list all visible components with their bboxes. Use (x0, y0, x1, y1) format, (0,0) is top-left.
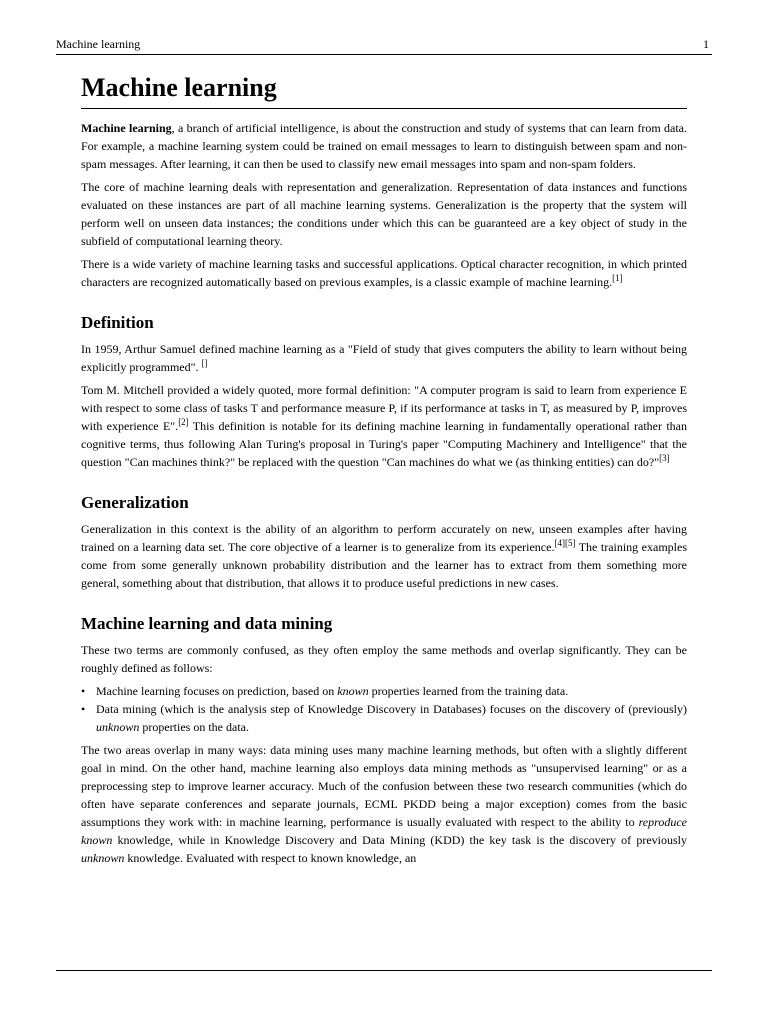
citation-link[interactable]: [] (201, 358, 208, 368)
page-number: 1 (703, 37, 709, 51)
definition-paragraph-1: In 1959, Arthur Samuel defined machine learning as a "Field of study that gives computers the ability to learn without being explicitly programmed". [] (81, 342, 687, 374)
intro-paragraph-1: Machine learning, a branch of artificial intelligence, is about the construction and study of systems that can learn from data. For example, a machine learning system could be trained on email messages to learn to distinguish between spam and non-spam messages. After learning, it can then be used to classify new email messages into spam and non-spam folders. (81, 121, 687, 171)
citation-link[interactable]: [2] (178, 417, 189, 427)
section-heading-definition: Definition (81, 313, 154, 332)
intro-paragraph-3: There is a wide variety of machine learning tasks and successful applications. Optical character recognition, in which printed characters are recognized automatically based on previous examples, is a classic example of machine learning.[1] (81, 257, 687, 289)
intro-term: Machine learning (81, 121, 172, 135)
definition-list (81, 682, 687, 736)
section-heading-generalization: Generalization (81, 493, 189, 512)
citation-link[interactable]: [4][5] (554, 538, 576, 548)
citation-link[interactable]: [3] (659, 453, 670, 463)
generalization-paragraph: Generalization in this context is the ability of an algorithm to perform accurately on new, unseen examples after having trained on a learning data set. The core objective of a learner is to generalize from its experience.[4][5] The training examples come from some generally unknown probability distribution and the learner has to extract from them something more general, something about that distribution, that allows it to produce useful predictions in new cases. (81, 522, 687, 590)
article-body (81, 70, 687, 872)
intro-paragraph-2: The core of machine learning deals with representation and generalization. Representation of data instances and functions evaluated on these instances are part of all machine learning systems. Generalization is the property that the system will perform well on unseen data instances; the conditions under which this can be guaranteed are a key object of study in the subfield of computational learning theory. (81, 180, 687, 248)
list-item: • Machine learning focuses on prediction, based on known properties learned from the training data. (81, 684, 569, 698)
citation-link[interactable]: [1] (612, 273, 623, 283)
bullet-icon: • (81, 684, 86, 698)
bullet-icon: • (81, 702, 86, 716)
ml-dm-intro-paragraph: These two terms are commonly confused, as they often employ the same methods and overlap significantly. They can be roughly defined as follows: (81, 643, 687, 675)
page-footer-rule (56, 970, 712, 971)
article-title: Machine learning (81, 70, 687, 109)
running-header-title: Machine learning (56, 37, 141, 51)
list-item: • Data mining (which is the analysis step of Knowledge Discovery in Databases) focuses on the discovery of (previously) unknown properties on the data. (81, 702, 687, 734)
definition-paragraph-2: Tom M. Mitchell provided a widely quoted, more formal definition: "A computer program is said to learn from experience E with respect to some class of tasks T and performance measure P, if its performance at tasks in T, as measured by P, improves with experience E".[2] This definition is notable for its defining machine learning in fundamentally operational rather than cognitive terms, thus following Alan Turing's proposal in Turing's paper "Computing Machinery and Intelligence" that the question "Can machines think?" be replaced with the question "Can machines do what we (as thinking entities) can do?"[3] (81, 383, 687, 469)
ml-dm-paragraph: The two areas overlap in many ways: data mining uses many machine learning methods, but often with a slightly different goal in mind. On the other hand, machine learning also employs data mining methods as "unsupervised learning" or as a preprocessing step to improve learner accuracy. Much of the confusion between these two research communities (which do often have separate conferences and separate journals, ECML PKDD being a major exception) comes from the basic assumptions they work with: in machine learning, performance is usually evaluated with respect to the ability to reproduce known knowledge, while in Knowledge Discovery and Data Mining (KDD) the key task is the discovery of previously unknown knowledge. Evaluated with respect to known knowledge, an (81, 743, 687, 865)
section-heading-ml-and-data-mining: Machine learning and data mining (81, 614, 333, 633)
page-header (56, 0, 712, 55)
